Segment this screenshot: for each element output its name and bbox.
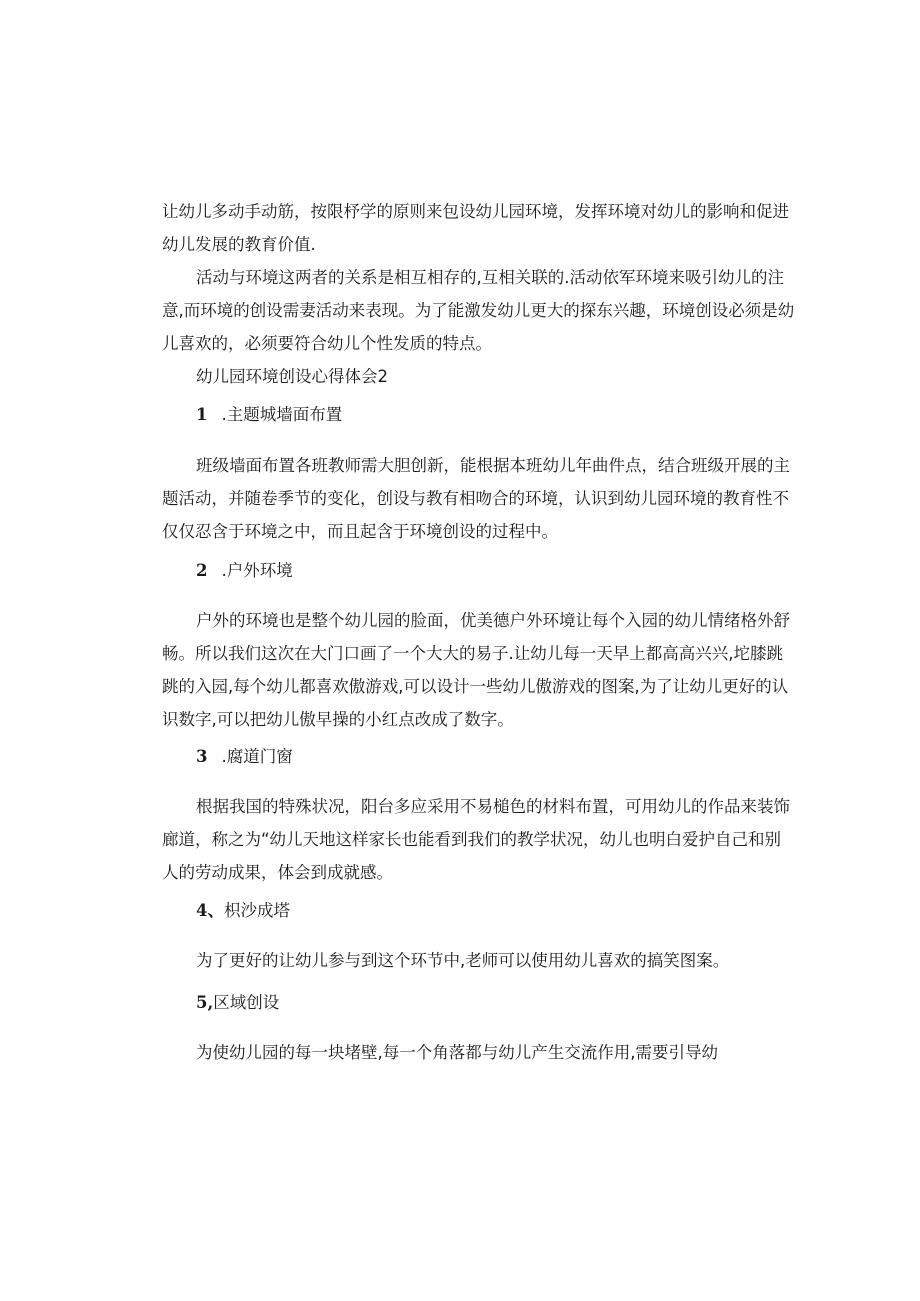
paragraph-line: 活动与环境这两者的关系是相互相存的,互相关联的.活动依军环境来吸引幼儿的注 (196, 268, 784, 287)
heading-2 (196, 561, 293, 581)
paragraph-line: 仅仅忍含于环境之中，而且起含于环境创设的过程中。 (162, 522, 558, 541)
heading-3 (196, 747, 293, 767)
paragraph-line: 根据我国的特殊状况，阳台多应采用不易槌色的材料布置，可用幼儿的作品来装饰 (196, 797, 790, 816)
heading-text: 枳沙成塔 (223, 901, 290, 920)
paragraph-line: 为了更好的让幼儿参与到这个环节中,老师可以使用幼儿喜欢的搞笑图案。 (196, 951, 730, 970)
paragraph-line: 意,而环境的创设需妻活动来表现。为了能激发幼儿更大的探东兴趣，环境创设必须是幼 (162, 301, 795, 320)
heading-number: 5, (196, 993, 214, 1012)
heading-1 (196, 405, 342, 425)
paragraph-line: 人的劳动成果，体会到成就感。 (162, 863, 393, 882)
paragraph-line: 为使幼儿园的每一块堵壁,每一个角落都与幼儿产生交流作用,需要引导幼 (196, 1043, 718, 1062)
paragraph-line: 题活动，并随卷季节的变化，创设与教有相吻合的环境，认识到幼儿园环境的教育性不 (162, 489, 789, 508)
paragraph-line: 幼儿发展的教育价值. (162, 235, 316, 254)
paragraph-line: 让幼儿多动手动筋，按限杼学的原则来包设幼儿园环境，发挥环境对幼儿的影响和促进 (162, 202, 789, 221)
heading-number: 2 (196, 561, 208, 580)
heading-text: .主题城墙面布置 (221, 405, 343, 424)
heading-4 (196, 901, 290, 921)
paragraph-line: 儿喜欢的，必须要符合幼儿个性发质的特点。 (162, 334, 492, 353)
paragraph-line: 跳的入园,每个幼儿都喜欢傲游戏,可以设计一些幼儿傲游戏的图案,为了让幼儿更好的认 (162, 677, 789, 696)
paragraph-line: 廊道，称之为“幼儿天地这样家长也能看到我们的教学状况，幼儿也明白爱护自己和别 (162, 830, 782, 849)
paragraph-line: 班级墙面布置各班教师需大胆创新，能根据本班幼儿年曲件点，结合班级开展的主 (196, 456, 790, 475)
heading-number: 4、 (196, 901, 224, 920)
heading-text: 区域创设 (213, 993, 280, 1012)
heading-5 (196, 993, 279, 1013)
heading-number: 1 (196, 405, 208, 424)
section-title: 幼儿园环境创设心得体会2 (196, 367, 388, 386)
heading-text: .腐道门窗 (221, 747, 293, 766)
paragraph-line: 畅。所以我们这次在大门口画了一个大大的易子.让幼儿每一天早上都高高兴兴,坨膝跳 (162, 644, 783, 663)
paragraph-line: 户外的环境也是整个幼儿园的脸面，优美德户外环境让每个入园的幼儿情绪格外舒 (196, 611, 790, 630)
heading-text: .户外环境 (221, 561, 293, 580)
heading-number: 3 (196, 747, 208, 766)
paragraph-line: 识数字,可以把幼儿傲早操的小红点改成了数字。 (162, 710, 514, 729)
